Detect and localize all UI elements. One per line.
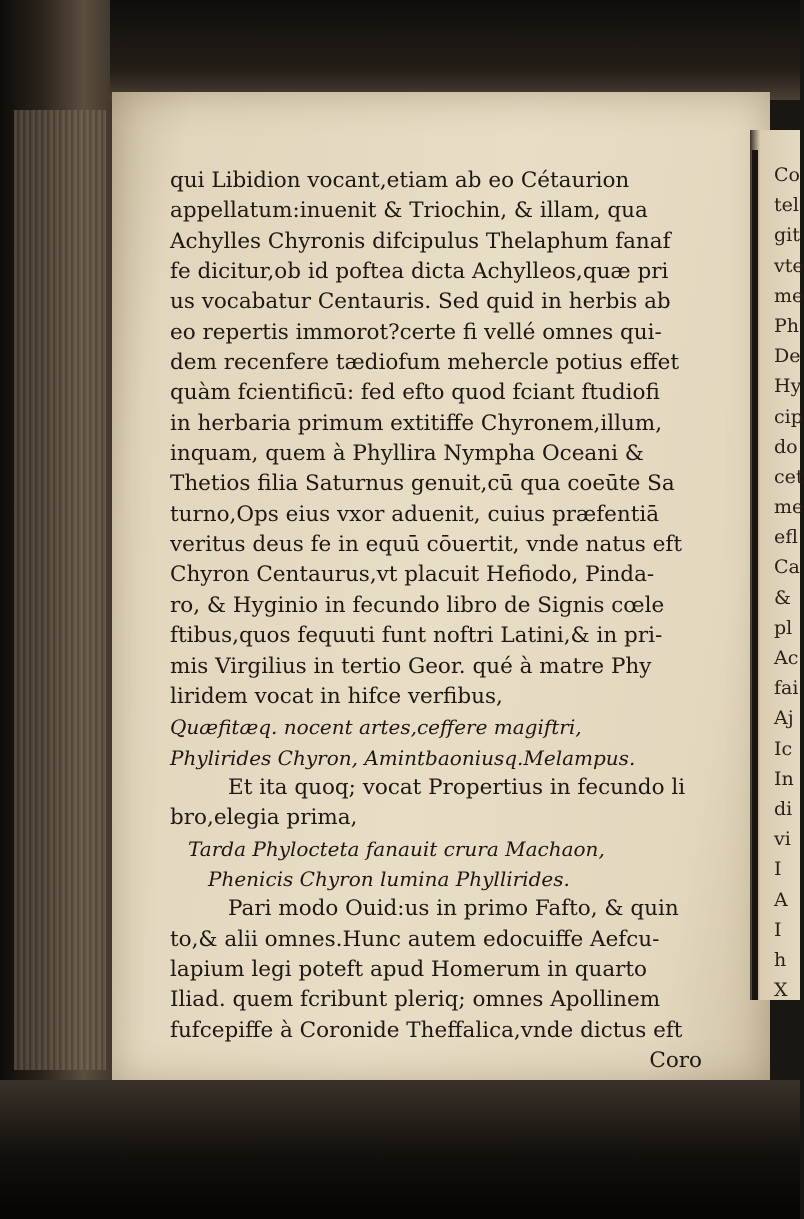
verse-line: Quæfitæq. nocent artes,ceffere magiftri, <box>170 715 582 740</box>
margin-fragment: I <box>774 918 782 941</box>
margin-fragment: Co <box>774 164 800 186</box>
margin-fragment: git <box>774 224 800 247</box>
body-line: appellatum:inuenit & Triochin, & illam, qua <box>170 198 648 224</box>
margin-fragment: Ph <box>774 314 800 337</box>
margin-fragment: fai <box>774 677 799 700</box>
body-line: Thetios filia Saturnus genuit,cū qua coeūte Sa <box>170 471 675 497</box>
margin-fragment: me <box>774 496 804 519</box>
page-text-block <box>170 166 750 1076</box>
margin-fragment: tel <box>774 194 799 217</box>
body-line: eo repertis immorot?certe fi vellé omnes qui- <box>170 319 662 345</box>
verse-line: Phylirides Chyron, Amintbaoniusq.Melampus. <box>170 745 636 770</box>
page-fold-shadow <box>752 150 758 1000</box>
margin-fragment: Ca <box>774 556 800 579</box>
body-line: fufcepiffe à Coronide Theffalica,vnde dictus eft <box>170 1017 683 1043</box>
margin-fragment: me <box>774 284 804 307</box>
margin-fragment: cet <box>774 465 804 488</box>
margin-fragment: In <box>774 767 794 790</box>
next-page-fragment-column <box>774 160 804 1002</box>
facing-page-edges <box>14 110 106 1070</box>
body-line: Chyron Centaurus,vt placuit Hefiodo, Pinda- <box>170 562 655 588</box>
margin-fragment: Hy <box>774 375 802 398</box>
margin-fragment: I <box>774 858 782 881</box>
margin-fragment: vte <box>774 254 804 277</box>
photo-top-margin <box>110 0 800 100</box>
body-line: us vocabatur Centauris. Sed quid in herbis ab <box>170 289 671 315</box>
body-line: dem recenfere tædiofum mehercle potius effet <box>170 350 680 376</box>
body-line: qui Libidion vocant,etiam ab eo Cétaurion <box>170 168 630 193</box>
body-line: to,& alii omnes.Hunc autem edocuiffe Aefcu- <box>170 926 660 952</box>
margin-fragment: pl <box>774 616 793 639</box>
body-paragraph <box>170 166 750 712</box>
body-line: liridem vocat in hifce verfibus, <box>170 683 503 709</box>
body-line: Et ita quoq; vocat Propertius in fecundo li <box>228 774 686 800</box>
body-line: fe dicitur,ob id poftea dicta Achylleos,quæ pri <box>170 259 669 285</box>
body-line: veritus deus fe in equū cōuertit, vnde natus eft <box>170 532 682 558</box>
body-line: Pari modo Ouid:us in primo Fafto, & quin <box>228 896 679 922</box>
verse-line: Tarda Phylocteta fanauit crura Machaon, <box>188 836 605 861</box>
margin-fragment: X <box>774 979 788 1002</box>
body-line: turno,Ops eius vxor aduenit, cuius præfentiā <box>170 501 660 527</box>
body-paragraph <box>170 894 750 1046</box>
body-line: bro,elegia prima, <box>170 805 358 831</box>
verse-line: Phenicis Chyron lumina Phyllirides. <box>208 866 570 891</box>
margin-fragment: A <box>774 888 788 911</box>
margin-fragment: Ac <box>774 647 799 669</box>
catchword: Coro <box>649 1047 702 1073</box>
body-line: inquam, quem à Phyllira Nympha Oceani & <box>170 441 644 467</box>
body-line: Iliad. quem fcribunt pleriq; omnes Apollinem <box>170 987 661 1013</box>
margin-fragment: do <box>774 435 798 458</box>
margin-fragment: Aj <box>774 707 794 730</box>
margin-fragment: vi <box>774 828 791 851</box>
margin-fragment: h <box>774 948 787 971</box>
body-line: ro, & Hyginio in fecundo libro de Signis cœle <box>170 592 665 618</box>
body-line: quàm fcientificū: fed efto quod fciant ftudiofi <box>170 380 660 406</box>
body-line: mis Virgilius in tertio Geor. qué à matre Phy <box>170 653 652 679</box>
margin-fragment: & <box>774 586 791 609</box>
body-line: ftibus,quos fequuti funt noftri Latini,& in pri- <box>170 623 663 649</box>
body-line: lapium legi poteft apud Homerum in quarto <box>170 956 647 982</box>
body-line: in herbaria primum extitiffe Chyronem,illum, <box>170 410 663 436</box>
margin-fragment: efl <box>774 526 798 549</box>
margin-fragment: Ic <box>774 737 793 760</box>
margin-fragment: cip <box>774 405 803 428</box>
body-line: Achylles Chyronis difcipulus Thelaphum fanaf <box>170 228 671 254</box>
margin-fragment: di <box>774 797 793 820</box>
margin-fragment: De <box>774 345 801 368</box>
photo-bottom-margin <box>0 1080 800 1219</box>
